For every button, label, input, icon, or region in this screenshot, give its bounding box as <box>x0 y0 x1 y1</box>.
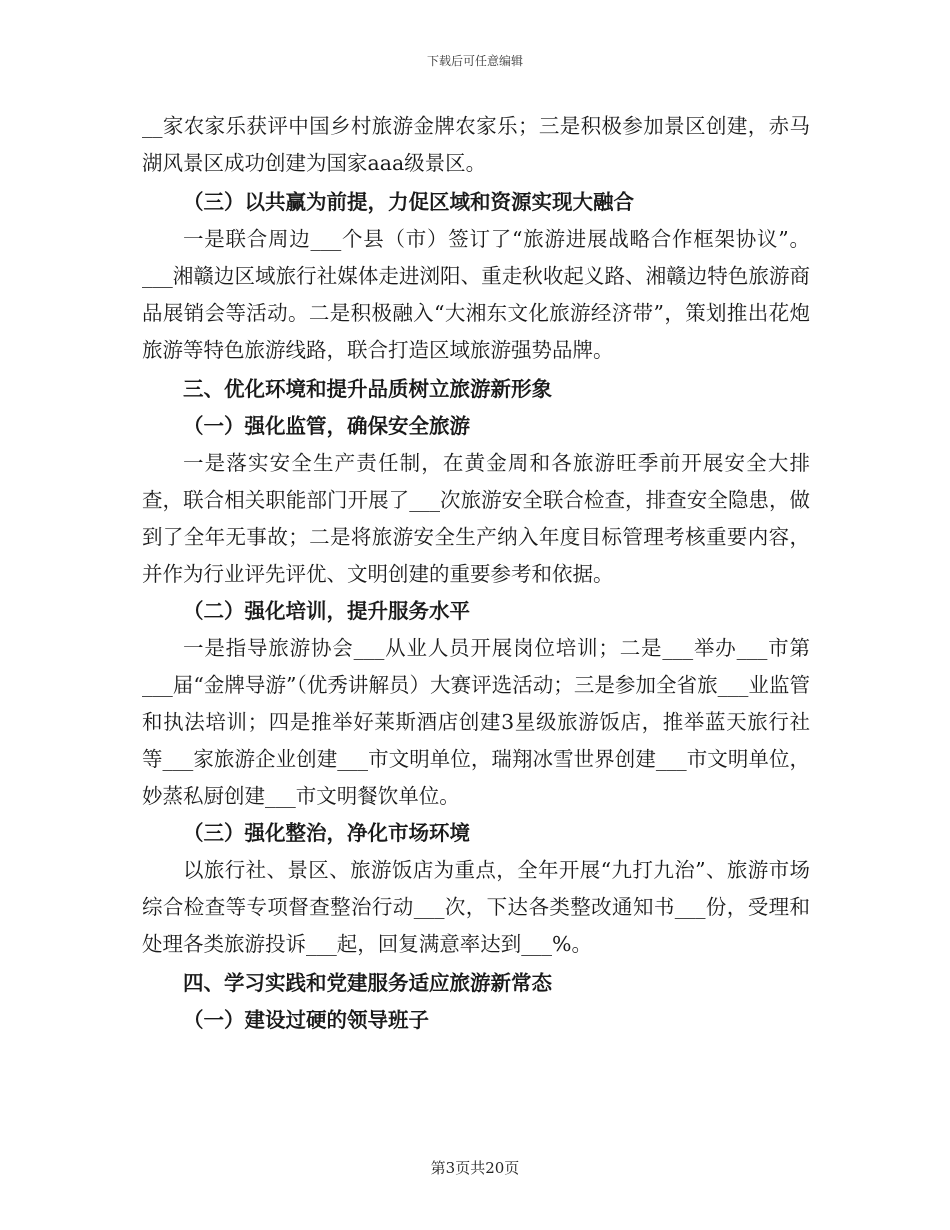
document-body <box>142 108 810 1039</box>
chapter-heading-4: 四、学习实践和党建服务适应旅游新常态 <box>183 971 552 995</box>
section-heading-1: （一）强化监管，确保安全旅游 <box>183 414 470 438</box>
paragraph-3: 一是落实安全生产责任制，在黄金周和各旅游旺季前开展安全大排查，联合相关职能部门开展了___次旅游安全联合检查，排查安全隐患，做到了全年无事故；二是将旅游安全生产纳入年度目标管理考核重要内容，并作为行业评先评优、文明创建的重要参考和依据。 <box>142 451 810 586</box>
page-footer: 第3页共20页 <box>430 1159 520 1177</box>
paragraph-5: 以旅行社、景区、旅游饭店为重点，全年开展“九打九治”、旅游市场综合检查等专项督查整治行动___次，下达各类整改通知书___份，受理和处理各类旅游投诉___起，回复满意率达到___%。 <box>142 858 810 956</box>
chapter-heading-3: 三、优化环境和提升品质树立旅游新形象 <box>183 377 552 401</box>
page-header: 下载后可任意编辑 <box>426 54 523 68</box>
section-heading-3b: （三）强化整治，净化市场环境 <box>183 821 470 845</box>
paragraph-4: 一是指导旅游协会___从业人员开展岗位培训；二是___举办___市第___届“金牌导游”（优秀讲解员）大赛评选活动；三是参加全省旅___业监管和执法培训；四是推举好莱斯酒店创建3星级旅游饭店，推举蓝天旅行社等___家旅游企业创建___市文明单位，瑞翔冰雪世界创建___市文明单位，妙蒸私厨创建___市文明餐饮单位。 <box>142 636 810 808</box>
section-heading-1b: （一）建设过硬的领导班子 <box>183 1008 429 1032</box>
section-heading-3: （三）以共赢为前提，力促区域和资源实现大融合 <box>183 190 634 214</box>
paragraph-1: __家农家乐获评中国乡村旅游金牌农家乐；三是积极参加景区创建，赤马湖风景区成功创建为国家aaa级景区。 <box>142 114 810 175</box>
paragraph-2: 一是联合周边___个县（市）签订了“旅游进展战略合作框架协议”。___湘赣边区域旅行社媒体走进浏阳、重走秋收起义路、湘赣边特色旅游商品展销会等活动。二是积极融入“大湘东文化旅游经济带”，策划推出花炮旅游等特色旅游线路，联合打造区域旅游强势品牌。 <box>142 227 810 362</box>
section-heading-2: （二）强化培训，提升服务水平 <box>183 599 470 623</box>
